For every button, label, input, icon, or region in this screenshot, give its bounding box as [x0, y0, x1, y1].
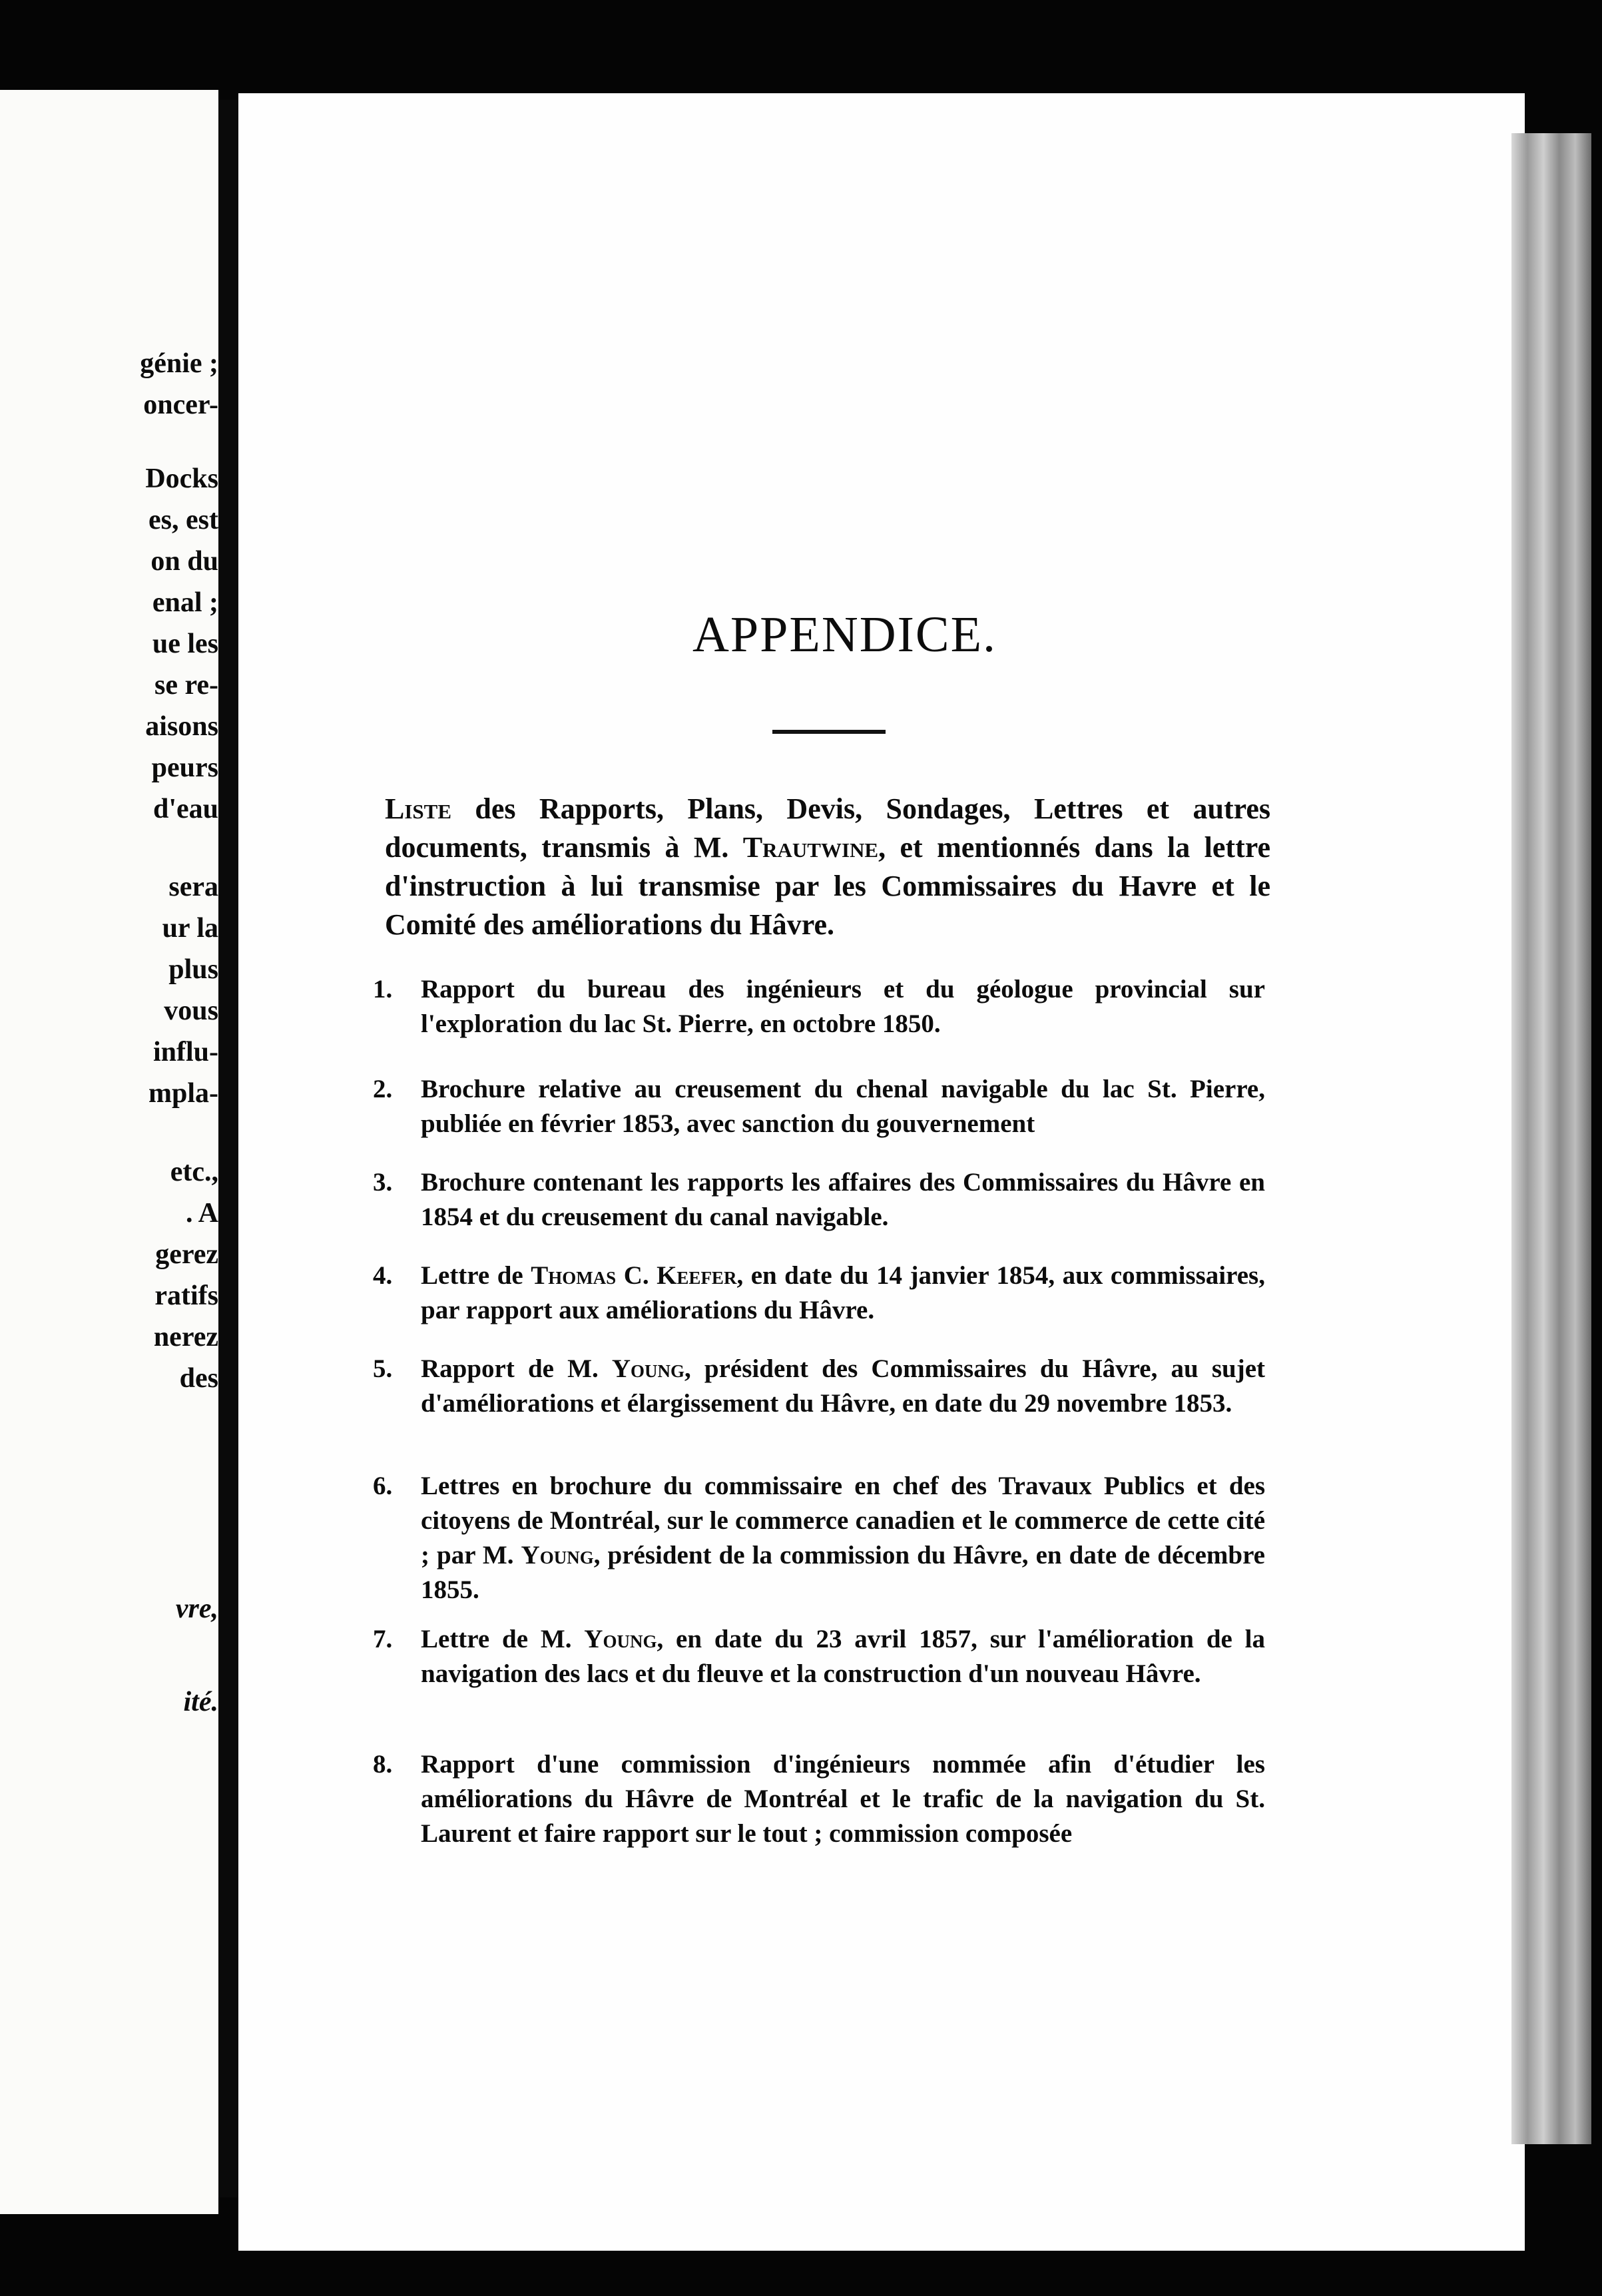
fragment-line: vous: [164, 996, 218, 1026]
item-text: Brochure relative au creusement du chenal navigable du lac St. Pierre, publiée en février 1853, avec sanction du gouvernement: [421, 1075, 1265, 1138]
item-number: 2.: [373, 1075, 393, 1103]
item-text: , en date du 14 janvier 1854, aux commissaires, par rapport aux améliorations du Hâvre.: [421, 1261, 1265, 1324]
item-text: Brochure contenant les rapports les affaires des Commissaires du Hâvre en 1854 et du creusement du canal navigable.: [421, 1168, 1265, 1231]
fragment-line: ue les: [152, 629, 218, 659]
fragment-line: influ-: [152, 1037, 218, 1067]
list-item: [373, 1622, 1265, 1691]
fragment-line: on du: [150, 546, 218, 577]
person-name: Young: [584, 1625, 657, 1653]
person-name: Thomas C. Keefer: [531, 1261, 737, 1290]
item-text: , président de la commission du Hâvre, en date de décembre 1855.: [421, 1541, 1265, 1604]
fragment-line-italic: vre,: [175, 1593, 218, 1624]
item-text: Lettres en brochure du commissaire en chef des Travaux Publics et des citoyens de Montréal, sur le commerce canadien et le commerce de cette cité ; par M.: [421, 1472, 1265, 1570]
item-text: Lettre de: [421, 1261, 531, 1290]
person-name: Young: [521, 1541, 594, 1570]
fragment-line: plus: [168, 954, 218, 985]
list-item: [373, 1259, 1265, 1328]
item-number: 3.: [373, 1168, 393, 1197]
fragment-line: nerez: [153, 1322, 218, 1352]
intro-lead: Liste: [385, 792, 452, 825]
page-title: APPENDICE.: [692, 607, 997, 663]
fragment-line: gerez: [155, 1239, 218, 1270]
item-number: 4.: [373, 1261, 393, 1290]
item-number: 6.: [373, 1472, 393, 1500]
fragment-line: ratifs: [154, 1281, 218, 1311]
item-text: , président des Commissaires du Hâvre, au sujet d'améliorations et élargissement du Hâvre, en date du 29 novembre 1853.: [421, 1354, 1265, 1418]
fragment-line: es, est: [148, 505, 218, 535]
fragment-line: mpla-: [148, 1078, 218, 1109]
book-gutter: [218, 100, 238, 2197]
list-item: [373, 972, 1265, 1041]
item-number: 8.: [373, 1750, 393, 1779]
fragment-line: oncer-: [143, 390, 218, 420]
list-item: [373, 1747, 1265, 1851]
item-text: , en date du 23 avril 1857, sur l'amélioration de la navigation des lacs et du fleuve et la construction d'un nouveau Hâvre.: [421, 1625, 1265, 1688]
item-text: Rapport d'une commission d'ingénieurs nommée afin d'étudier les améliorations du Hâvre de Montréal et le trafic de la navigation du St. Laurent et faire rapport sur le tout ; commission composée: [421, 1750, 1265, 1848]
title-rule: [772, 730, 886, 734]
fragment-line: se re-: [154, 670, 218, 701]
person-name: Young: [611, 1354, 685, 1383]
item-number: 7.: [373, 1625, 393, 1653]
intro-text: , et mentionnés dans la lettre d'instruction à lui transmise par les Commissaires du Havre et le Comité des améliorations du Hâvre.: [385, 831, 1270, 941]
list-item: [373, 1469, 1265, 1607]
fragment-line: . A: [185, 1198, 218, 1229]
page-edges: [1511, 133, 1591, 2144]
intro-paragraph: [385, 790, 1270, 944]
list-item: [373, 1072, 1265, 1141]
item-text: Lettre de M.: [421, 1625, 585, 1653]
item-number: 1.: [373, 975, 393, 1004]
fragment-line: génie ;: [140, 348, 218, 379]
fragment-line-italic: ité.: [183, 1687, 218, 1717]
item-text: Rapport de M.: [421, 1354, 612, 1383]
person-name: Trautwine: [742, 831, 879, 864]
list-item: [373, 1165, 1265, 1235]
fragment-line: sera: [168, 872, 218, 902]
item-text: Rapport du bureau des ingénieurs et du géologue provincial sur l'exploration du lac St. Pierre, en octobre 1850.: [421, 975, 1265, 1038]
list-item: [373, 1352, 1265, 1421]
item-number: 5.: [373, 1354, 393, 1383]
fragment-line: enal ;: [152, 587, 218, 618]
fragment-line: aisons: [145, 711, 218, 742]
fragment-line: d'eau: [152, 794, 218, 824]
fragment-line: Docks: [145, 463, 218, 494]
fragment-line: des: [179, 1363, 218, 1394]
fragment-line: ur la: [162, 913, 218, 944]
fragment-line: etc.,: [170, 1157, 218, 1187]
left-page-fragment: [0, 90, 218, 2214]
intro-text: des Rapports, Plans, Devis, Sondages, Lettres et autres documents, transmis à M.: [385, 792, 1270, 864]
fragment-line: peurs: [151, 752, 218, 783]
